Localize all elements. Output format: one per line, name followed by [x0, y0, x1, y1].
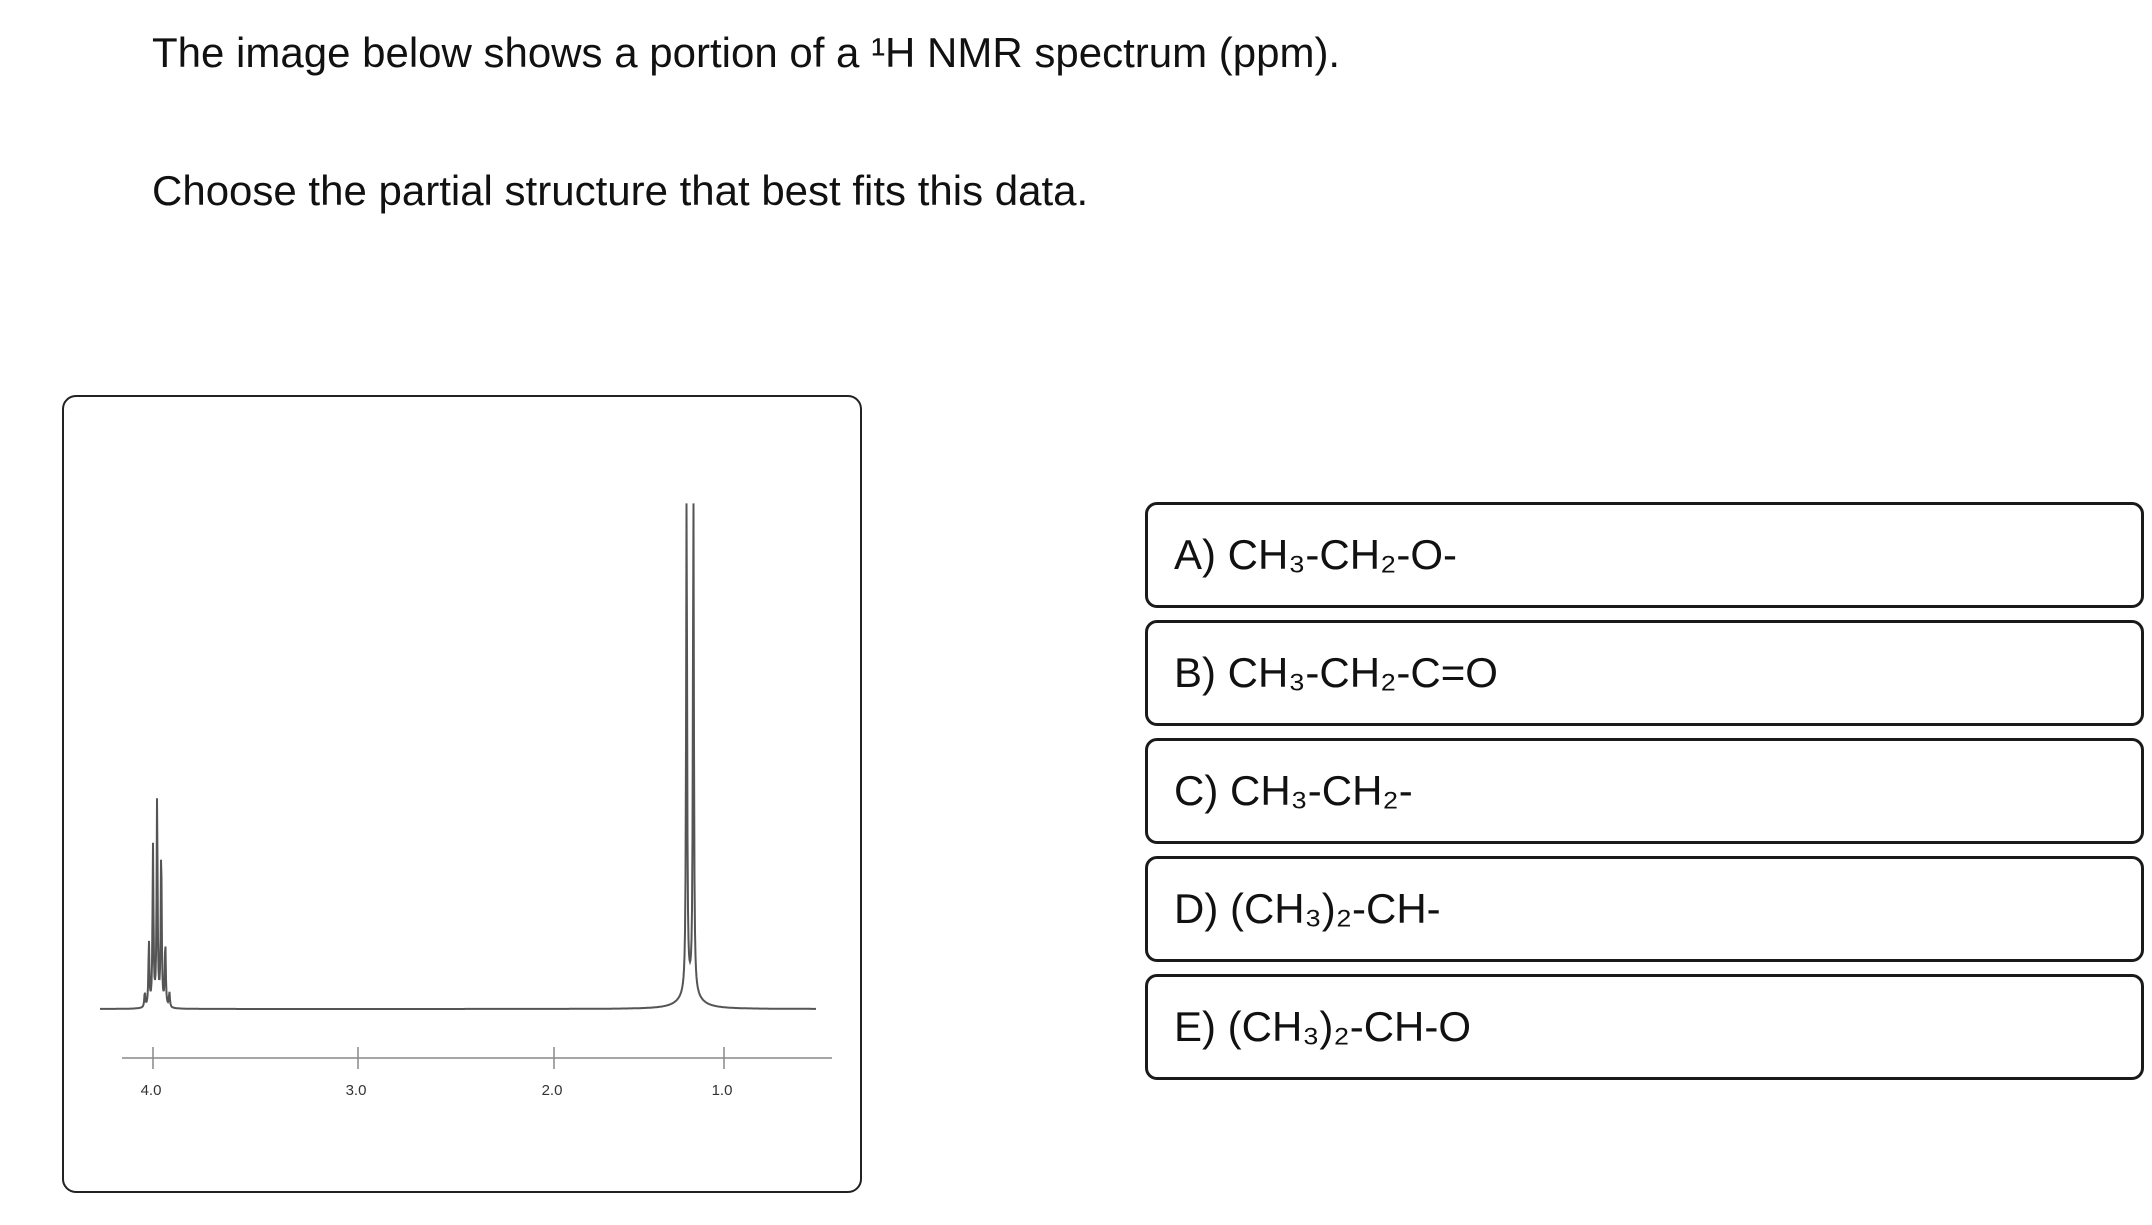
choice-c-button[interactable]: [1145, 738, 2144, 844]
choice-e-button[interactable]: [1145, 974, 2144, 1080]
peak-septet-4: [160, 848, 162, 850]
choice-a-label: A) CH₃-CH₂-O-: [1174, 531, 1458, 578]
x-tick-label-4.0: 4.0: [140, 1082, 162, 1099]
x-tick-label-1.0: 1.0: [711, 1082, 733, 1099]
x-tick-label-2.0: 2.0: [541, 1082, 563, 1099]
choice-e-label: E) (CH₃)₂-CH-O: [1174, 1003, 1472, 1050]
question-line-2: Choose the partial structure that best fits this data.: [152, 167, 1089, 214]
peak-septet-5: [164, 943, 166, 945]
question-line-1: The image below shows a portion of a ¹H NMR spectrum (ppm).: [152, 29, 1341, 76]
choice-b-button[interactable]: [1145, 620, 2144, 726]
x-tick-label-3.0: 3.0: [345, 1082, 367, 1099]
choice-c-label: C) CH₃-CH₂-: [1174, 767, 1413, 814]
nmr-spectrum-panel: [62, 395, 862, 1193]
choice-d-label: D) (CH₃)₂-CH-: [1174, 885, 1441, 932]
choice-a-button[interactable]: [1145, 502, 2144, 608]
spectrum-trace: [100, 503, 816, 1009]
choice-d-button[interactable]: [1145, 856, 2144, 962]
answer-choices: [1145, 502, 2144, 1092]
choice-b-label: B) CH₃-CH₂-C=O: [1174, 649, 1498, 696]
nmr-spectrum-chart: [64, 397, 862, 1193]
